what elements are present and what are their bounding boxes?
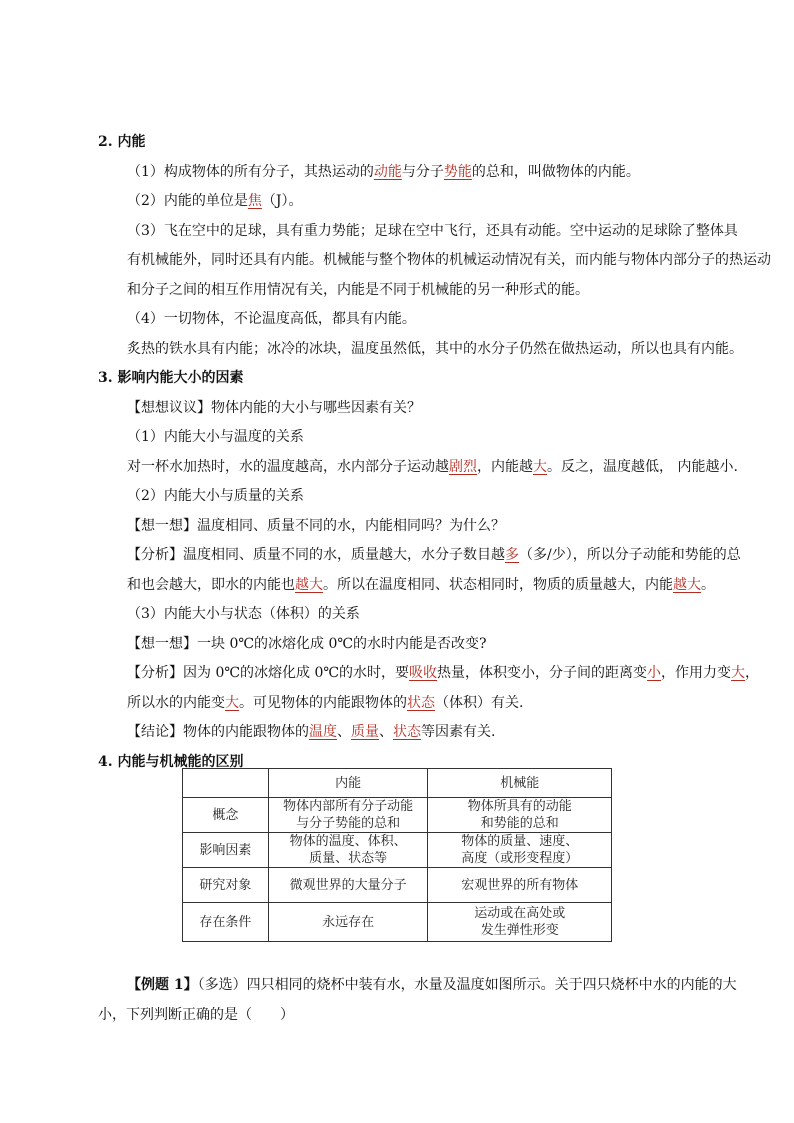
main-text xyxy=(98,128,771,777)
paragraph-line xyxy=(98,453,738,483)
paragraph-line xyxy=(98,158,718,188)
answer-highlight: 状态 xyxy=(393,724,421,740)
mechanical-cell xyxy=(428,798,612,833)
answer-highlight: 多 xyxy=(505,547,519,563)
cell-line: 与分子势能的总和 xyxy=(296,816,401,831)
section-heading: 2. 内能 xyxy=(98,134,146,150)
paragraph-line xyxy=(98,482,718,512)
mechanical-cell xyxy=(428,868,612,903)
cell-line: 物体的质量、速度、 xyxy=(461,834,579,849)
paragraph-line xyxy=(98,217,738,247)
text-run: 【想一想】一块 0℃的冰熔化成 0℃的水时内能是否改变? xyxy=(127,635,487,652)
answer-highlight: 势能 xyxy=(443,163,472,180)
internal-cell xyxy=(268,798,428,833)
paragraph-line xyxy=(98,335,743,365)
text-run: 【想一想】温度相同、质量不同的水，内能相同吗？为什么？ xyxy=(127,517,505,534)
text-run: （J）。 xyxy=(261,193,303,209)
internal-cell xyxy=(268,833,428,868)
row-label-cell: 影响因素 xyxy=(183,833,269,868)
answer-highlight: 越大 xyxy=(673,576,701,593)
example-label: 【例题 1】 xyxy=(127,977,198,993)
table-row xyxy=(183,798,612,833)
comparison-table xyxy=(182,768,612,942)
text-run: 、 xyxy=(379,724,393,740)
internal-cell xyxy=(268,868,428,903)
paragraph-line xyxy=(98,276,718,306)
text-run: 热量，体积变小，分子间的距离变 xyxy=(437,665,648,681)
row-label-cell: 概念 xyxy=(183,798,269,833)
text-run: （2）内能的单位是 xyxy=(127,193,248,209)
text-run: 【分析】温度相同、质量不同的水，质量越大，水分子数目越 xyxy=(127,547,505,563)
text-run: 。反之，温度越低， 内能越小. xyxy=(547,458,738,475)
internal-cell xyxy=(268,903,428,942)
text-run: 【想想议议】物体内能的大小与哪些因素有关？ xyxy=(127,399,421,416)
text-run: （多/少），所以分子动能和势能的总 xyxy=(519,547,741,563)
text-run: （1）构成物体的所有分子，其热运动的 xyxy=(127,163,374,180)
mechanical-cell xyxy=(428,833,612,868)
text-run: （体积）有关. xyxy=(435,694,524,711)
text-run: 【分析】因为 0℃的冰熔化成 0℃的水时，要 xyxy=(127,665,410,681)
cell-line: 高度（或形变程度） xyxy=(461,851,579,866)
section-heading: 4. 内能与机械能的区别 xyxy=(98,753,244,770)
cell-line: 宏观世界的所有物体 xyxy=(461,877,579,893)
paragraph-line xyxy=(98,187,718,217)
table-header-cell: 机械能 xyxy=(428,769,612,798)
cell-line: 物体的温度、体积、 xyxy=(289,834,407,849)
answer-highlight: 状态 xyxy=(407,694,435,711)
cell-line: 质量、状态等 xyxy=(309,851,388,866)
text-run: 所以水的内能变 xyxy=(127,694,225,711)
paragraph-line xyxy=(98,305,718,335)
paragraph-line xyxy=(98,246,771,276)
text-run: 炙热的铁水具有内能；冰冷的冰块，温度虽然低，其中的水分子仍然在做热运动，所以也具有内能。 xyxy=(127,340,743,357)
section-heading: 3. 影响内能大小的因素 xyxy=(98,370,244,386)
paragraph-line xyxy=(98,541,741,571)
table-header-row xyxy=(183,769,612,798)
cell-line: 和势能的总和 xyxy=(480,816,559,831)
paragraph-line xyxy=(98,630,718,660)
text-run: 的总和，叫做物体的内能。 xyxy=(471,163,640,180)
text-run: （3）飞在空中的足球，具有重力势能；足球在空中飞行，还具有动能。空中运动的足球除了整体具 xyxy=(127,222,738,239)
cell-line: 微观世界的大量分子 xyxy=(289,877,407,893)
text-run: （4）一切物体，不论温度高低，都具有内能。 xyxy=(127,311,416,327)
row-label-cell: 存在条件 xyxy=(183,903,269,942)
table-header-cell xyxy=(183,769,269,798)
text-run: ，内能越 xyxy=(477,458,533,475)
text-run: 。可见物体的内能跟物体的 xyxy=(239,694,407,711)
paragraph-line xyxy=(98,689,718,719)
cell-line: 运动或在高处或 xyxy=(474,906,566,921)
paragraph-line xyxy=(98,571,718,601)
paragraph-line xyxy=(98,659,760,689)
example-text: 小，下列判断正确的是（ ） xyxy=(98,1006,294,1023)
text-run: 。 xyxy=(701,576,715,593)
text-run: 和也会越大，即水的内能也 xyxy=(127,576,295,593)
answer-highlight: 小 xyxy=(647,665,662,681)
answer-highlight: 剧烈 xyxy=(449,458,477,475)
text-run: 有机械能外，同时还具有内能。机械能与整个物体的机械运动情况有关，而内能与物体内部分子的热运动 xyxy=(127,252,771,268)
answer-highlight: 焦 xyxy=(247,193,262,209)
text-run: 与分子 xyxy=(401,163,444,180)
table-row xyxy=(183,903,612,942)
cell-line: 物体内部所有分子动能 xyxy=(283,799,414,814)
paragraph-line xyxy=(98,718,718,748)
answer-highlight: 吸收 xyxy=(409,665,438,681)
text-run: （2）内能大小与质量的关系 xyxy=(127,488,304,504)
text-run: 。所以在温度相同、状态相同时，物质的质量越大，内能 xyxy=(323,576,673,593)
text-run: 、 xyxy=(337,724,351,740)
cell-line: 永远存在 xyxy=(322,914,375,930)
example-text: （多选）四只相同的烧杯中装有水，水量及温度如图所示。关于四只烧杯中水的内能的大 xyxy=(197,977,737,993)
cell-line: 物体所具有的动能 xyxy=(467,799,572,814)
answer-highlight: 动能 xyxy=(373,163,402,180)
paragraph-line xyxy=(98,512,718,542)
text-run: ， xyxy=(745,665,760,681)
answer-highlight: 大 xyxy=(731,665,746,681)
paragraph-line xyxy=(98,423,718,453)
table-header-cell: 内能 xyxy=(268,769,428,798)
answer-highlight: 大 xyxy=(533,458,547,475)
text-run: 和分子之间的相互作用情况有关，内能是不同于机械能的另一种形式的能。 xyxy=(127,281,589,298)
paragraph-line xyxy=(98,394,718,424)
answer-highlight: 大 xyxy=(225,694,239,711)
text-run: （1）内能大小与温度的关系 xyxy=(127,429,304,445)
mechanical-cell xyxy=(428,903,612,942)
table-row xyxy=(183,833,612,868)
answer-highlight: 温度 xyxy=(309,724,337,740)
row-label-cell: 研究对象 xyxy=(183,868,269,903)
text-run: （3）内能大小与状态（体积）的关系 xyxy=(127,606,360,622)
text-run: 【结论】物体的内能跟物体的 xyxy=(127,724,309,740)
text-run: ，作用力变 xyxy=(661,665,732,681)
paragraph-line xyxy=(98,600,718,630)
answer-highlight: 质量 xyxy=(351,724,379,740)
example-question xyxy=(98,971,737,1030)
text-run: 对一杯水加热时，水的温度越高，水内部分子运动越 xyxy=(127,458,449,475)
text-run: 等因素有关. xyxy=(421,724,496,740)
table-row xyxy=(183,868,612,903)
answer-highlight: 越大 xyxy=(295,576,323,593)
cell-line: 发生弹性形变 xyxy=(480,923,559,938)
